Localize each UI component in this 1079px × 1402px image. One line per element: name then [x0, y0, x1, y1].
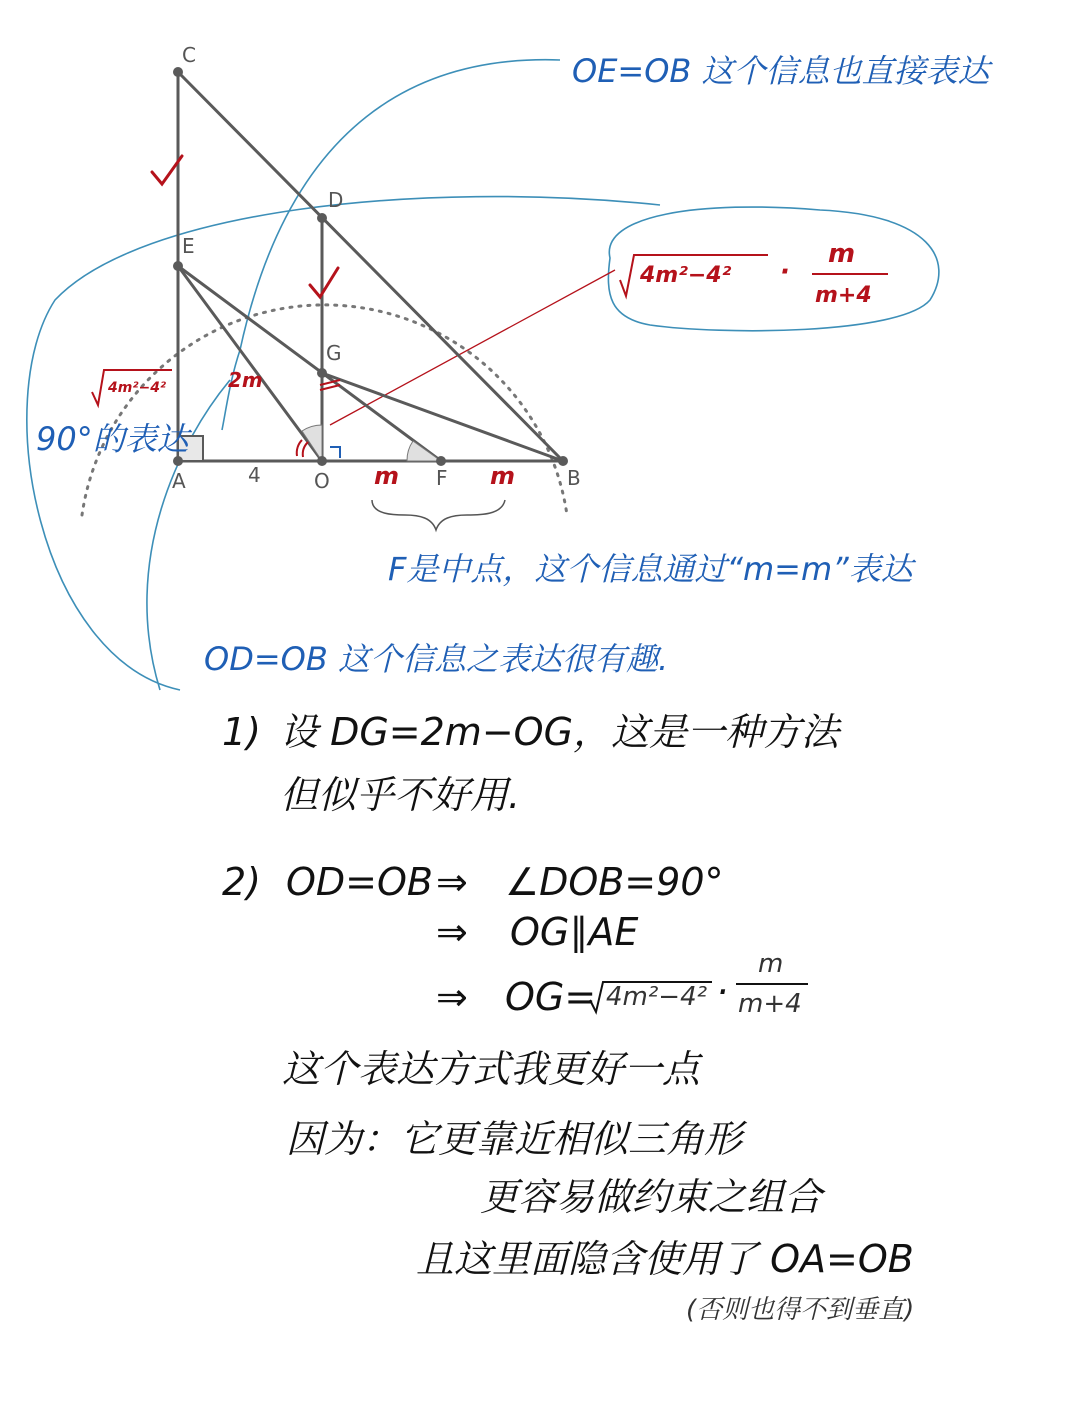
bubble-denominator: m+4: [815, 283, 872, 308]
note-6: 且这里面隐含使用了 OA=OB: [416, 1237, 914, 1281]
point-g: [317, 368, 327, 378]
point-e: [173, 261, 183, 271]
note-1-line2: 但似乎不好用.: [280, 773, 521, 817]
red-pointer-line: [330, 270, 615, 425]
note-2-result-3-prefix: OG=: [505, 975, 597, 1019]
note-2-index: 2): [222, 860, 262, 904]
ae-radicand: 4m²−4²: [108, 380, 167, 396]
label-c: C: [182, 43, 196, 67]
label-d: D: [328, 188, 344, 212]
bubble-formula: [620, 239, 888, 308]
bubble-radicand: 4m²−4²: [640, 263, 732, 288]
point-f: [436, 456, 446, 466]
blue-pointer-curves: [27, 60, 660, 690]
note-2-result-2: OG∥AE: [510, 910, 639, 954]
segment-label-ao: 4: [248, 463, 261, 487]
point-o: [317, 456, 327, 466]
segment-label-fb: m: [490, 462, 516, 490]
note-od-ob: OD=OB 这个信息之表达很有趣.: [204, 640, 669, 678]
right-angle-marker-o: [330, 447, 340, 458]
note-2-arrow-2: ⇒: [436, 910, 468, 954]
label-g: G: [326, 341, 342, 365]
brace-of-fb: [372, 500, 505, 530]
segment-label-of: m: [374, 462, 400, 490]
note-4: 因为：它更靠近相似三角形: [286, 1117, 743, 1161]
note-2-result-3: [505, 949, 808, 1019]
note-1-line1: 设 DG=2m−OG，这是一种方法: [280, 710, 840, 754]
note-1-index: 1): [222, 710, 262, 754]
point-b: [558, 456, 568, 466]
note-oe-ob: OE=OB 这个信息也直接表达: [572, 52, 990, 90]
note-7: (否则也得不到垂直): [686, 1295, 915, 1325]
label-a: A: [172, 469, 186, 493]
angle-sector-o: [302, 425, 322, 461]
note-2-arrow-1: ⇒: [436, 860, 468, 904]
note-5: 更容易做约束之组合: [480, 1175, 823, 1219]
point-d: [317, 213, 327, 223]
note-2-result-3-numerator: m: [758, 949, 784, 979]
label-e: E: [182, 234, 195, 258]
segment-label-oe: 2m: [228, 368, 263, 392]
angle-sector-f: [407, 441, 441, 461]
label-f: F: [436, 466, 448, 490]
bubble-dot: ·: [780, 257, 790, 287]
bubble-numerator: m: [828, 239, 856, 269]
note-2-result-3-denominator: m+4: [738, 989, 802, 1019]
note-2-lhs: OD=OB: [286, 860, 433, 904]
note-right-angle: 90°的表达: [36, 420, 189, 458]
point-c: [173, 67, 183, 77]
note-2-result-3-dot: ·: [716, 970, 729, 1014]
label-b: B: [567, 466, 581, 490]
note-2-result-3-radicand: 4m²−4²: [606, 982, 708, 1012]
note-f-midpoint: F是中点，这个信息通过“m=m”表达: [388, 550, 913, 588]
note-2-arrow-3: ⇒: [436, 975, 468, 1019]
label-o: O: [314, 469, 330, 493]
note-3: 这个表达方式我更好一点: [282, 1047, 701, 1091]
note-2-result-1: ∠DOB=90°: [505, 860, 724, 904]
